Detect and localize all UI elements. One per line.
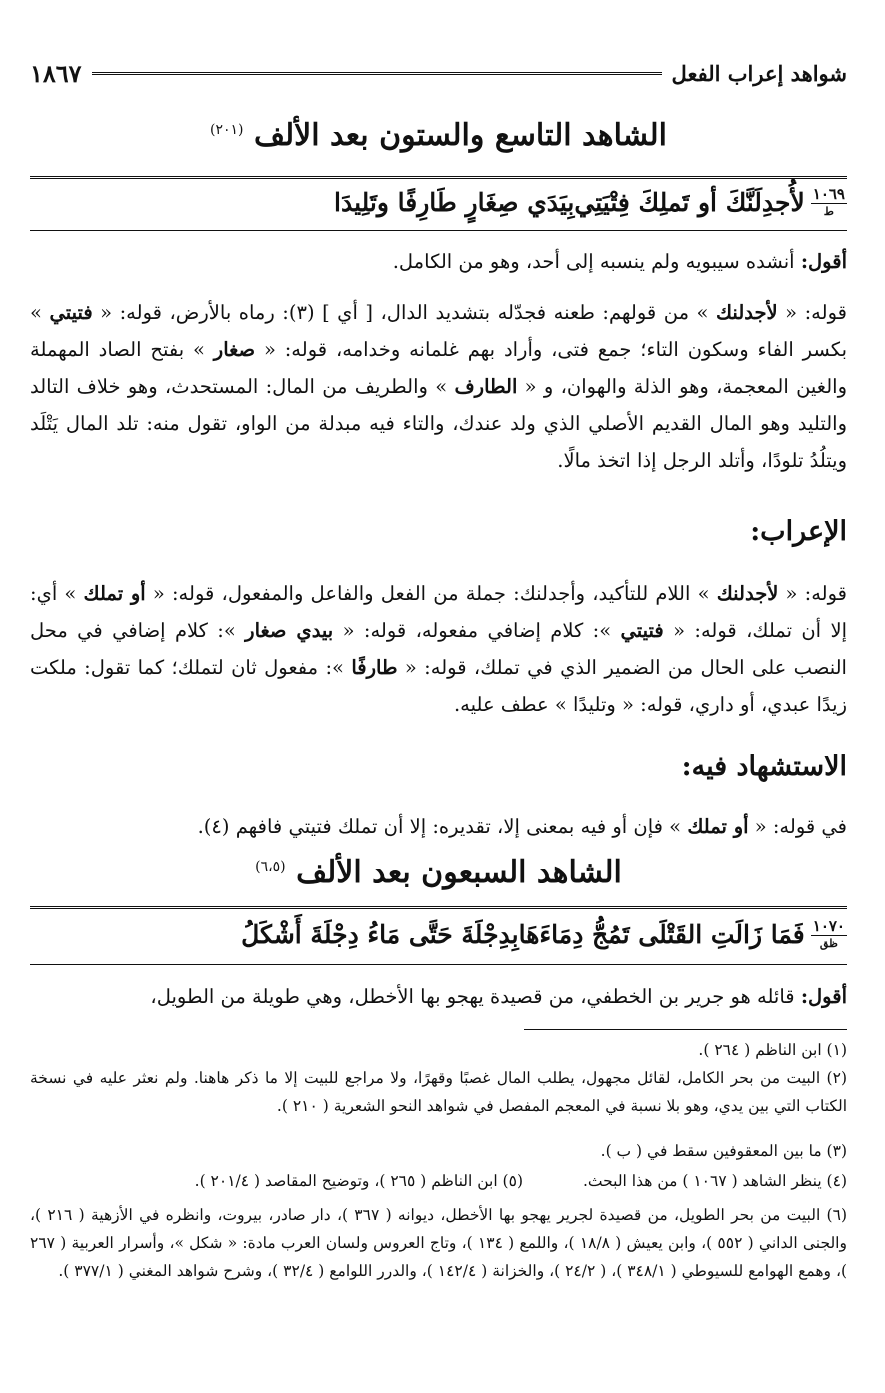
explanation-quoted-term: لأجدلنك <box>716 301 778 324</box>
i3rab-text: »: كلام إضافي مفعوله، قوله: « <box>333 619 621 642</box>
explanation-text: قوله: « <box>777 301 847 324</box>
explanation-text: » بفتح الصاد المهملة والغين المعجمة، وهو الذلة والهوان، و « <box>30 338 847 398</box>
explanation-quoted-term: فتيتي <box>49 301 93 324</box>
section-title <box>30 855 847 890</box>
section-note-ref: (٢٠١) <box>210 122 244 138</box>
verse-number: ١٠٧٠ ظق <box>812 917 845 950</box>
i3rab-heading: الإعراب: <box>750 516 847 547</box>
i3rab-quoted-term: فتيتي <box>620 619 664 642</box>
qawl-text: أنشده سيبويه ولم ينسبه إلى أحد، وهو من الكامل. <box>392 250 795 273</box>
i3rab-quoted-term: لأجدلنك <box>716 582 779 605</box>
page-number: ١٨٦٧ <box>30 58 82 88</box>
footnote-rule <box>524 1029 847 1030</box>
qawl-label: أقول: <box>800 985 847 1008</box>
istishhad-text: في قوله: « <box>748 815 847 838</box>
section-title-text: الشاهد التاسع والستون بعد الألف <box>253 118 667 153</box>
i3rab-quoted-term: طارفًا <box>351 656 398 679</box>
i3rab-paragraph <box>30 575 847 723</box>
section-title-text: الشاهد السبعون بعد الألف <box>296 855 622 890</box>
explanation-quoted-term: الطارف <box>454 375 518 398</box>
i3rab-text: »: كلام إضافي في محل النصب على الحال من الضمير الذي في تملك، قوله: « <box>30 619 847 679</box>
explanation-text: » والطريف من المال: المستحدث، وهو خلاف التالد والتليد وهو المال القديم الأصلي الذي ولد عندك، والتاء فيه مبدلة من الواو، تقول منه: تلد المال يَتْلَد ويتلُدُ تلودًا، وأتلد الرجل إذا اتخذ مالًا. <box>30 375 847 472</box>
verse-hemistich-first: لأُجدِلَنَّكَ أو تَملِكَ فِتْيَتِي <box>574 187 805 217</box>
footnote-1: (١) ابن الناظم ( ٢٦٤ ). <box>698 1041 847 1059</box>
i3rab-text: قوله: « <box>778 582 848 605</box>
running-head <box>30 56 847 90</box>
istishhad-text: » فإن أو فيه بمعنى إلا، تقديره: إلا أن تملك فتيتي فافهم (٤). <box>197 815 688 838</box>
running-head-title: شواهد إعراب الفعل <box>671 60 847 86</box>
verse-top-rule <box>30 176 847 179</box>
explanation-text: » بكسر الفاء وسكون التاء؛ جمع فتى، وأراد بهم غلمانه وخدامه، قوله: « <box>30 301 847 361</box>
footnote-3: (٣) ما بين المعقوفين سقط في ( ب ). <box>600 1142 847 1160</box>
footnote-5: (٥) ابن الناظم ( ٢٦٥ )، وتوضيح المقاصد ( ٢٠١/٤ ). <box>194 1172 523 1190</box>
i3rab-quoted-term: أو تملك <box>83 582 146 605</box>
qawl-paragraph <box>30 978 847 1015</box>
explanation-text: » من قولهم: طعنه فجدّله بتشديد الدال، [ أي ] (٣): رماه بالأرض، قوله: « <box>92 301 716 324</box>
verse-hemistich-second: بِدِجْلَةَ حَتَّى مَاءُ دِجْلَةَ أَشْكَلُ <box>241 919 519 949</box>
i3rab-quoted-term: بيدي صغار <box>245 619 334 642</box>
istishhad-heading: الاستشهاد فيه: <box>681 751 847 782</box>
footnote-2: (٢) البيت من بحر الكامل، لقائل مجهول، يطلب المال غصبًا وقهرًا، ولا مراجع للبيت إلا ما ذكر هاهنا. ولم نعثر عليه في نسخة الكتاب التي بين يدي، وهو بلا نسبة في المعجم المفصل في شواهد النحو الشعرية ( ٢١٠ ). <box>30 1069 847 1115</box>
qawl-paragraph <box>30 243 847 280</box>
verse-line <box>30 180 847 224</box>
verse-line <box>30 912 847 956</box>
explanation-quoted-term: صغار <box>213 338 256 361</box>
i3rab-text: » اللام للتأكيد، وأجدلنك: جملة من الفعل والفاعل والمفعول، قوله: « <box>145 582 717 605</box>
istishhad-paragraph <box>30 808 847 845</box>
section-note-ref: (٦،٥) <box>255 859 286 875</box>
section-title <box>30 118 847 153</box>
running-head-rule <box>92 72 662 75</box>
verse-number: ١٠٦٩ ط <box>812 185 845 218</box>
verse-bottom-rule <box>30 230 847 231</box>
i3rab-text: »: مفعول ثان لتملك؛ كما تقول: ملكت زيدًا عبدي، أو داري، قوله: « وتليدًا » عطف عليه. <box>30 656 847 716</box>
verse-hemistich-second: بِيَدَي صِغَارٍ طَارِفًا وتَلِيدَا <box>334 187 575 217</box>
footnote-6: (٦) البيت من بحر الطويل، من قصيدة لجرير يهجو بها الأخطل، ديوانه ( ٣٦٧ )، دار صادر، بيروت، وانظره في الأزهية ( ٢١٦ )، والجنى الداني ( ٥٥٢ )، وابن يعيش ( ١٨/٨ )، واللمع ( ١٣٤ )، وتاج العروس ولسان العرب مادة: « شكل »، وأسرار العربية ( ٢٦٧ )، وهمع الهوامع للسيوطي ( ٣٤٨/١ )، ( ٢٤/٢ )، والخزانة ( ١٤٢/٤ )، والدرر اللوامع ( ٣٢/٤ )، وشرح شواهد المغني ( ٣٧٧/١ ). <box>30 1206 847 1280</box>
verse-hemistich-first: فَمَا زَالَتِ القَتْلَى تَمُجُّ دِمَاءَهَا <box>518 919 805 949</box>
explanation-paragraph <box>30 294 847 479</box>
i3rab-text: » أي: إلا أن تملك، قوله: « <box>30 582 847 642</box>
qawl-label: أقول: <box>800 250 847 273</box>
qawl-text: قائله هو جرير بن الخطفي، من قصيدة يهجو بها الأخطل، وهي طويلة من الطويل، <box>150 985 795 1008</box>
verse-top-rule <box>30 906 847 909</box>
footnotes-4-5 <box>30 1167 847 1195</box>
verse-bottom-rule <box>30 964 847 965</box>
footnote-4: (٤) ينظر الشاهد ( ١٠٦٧ ) من هذا البحث. <box>583 1172 847 1190</box>
istishhad-quoted-term: أو تملك <box>687 815 749 838</box>
